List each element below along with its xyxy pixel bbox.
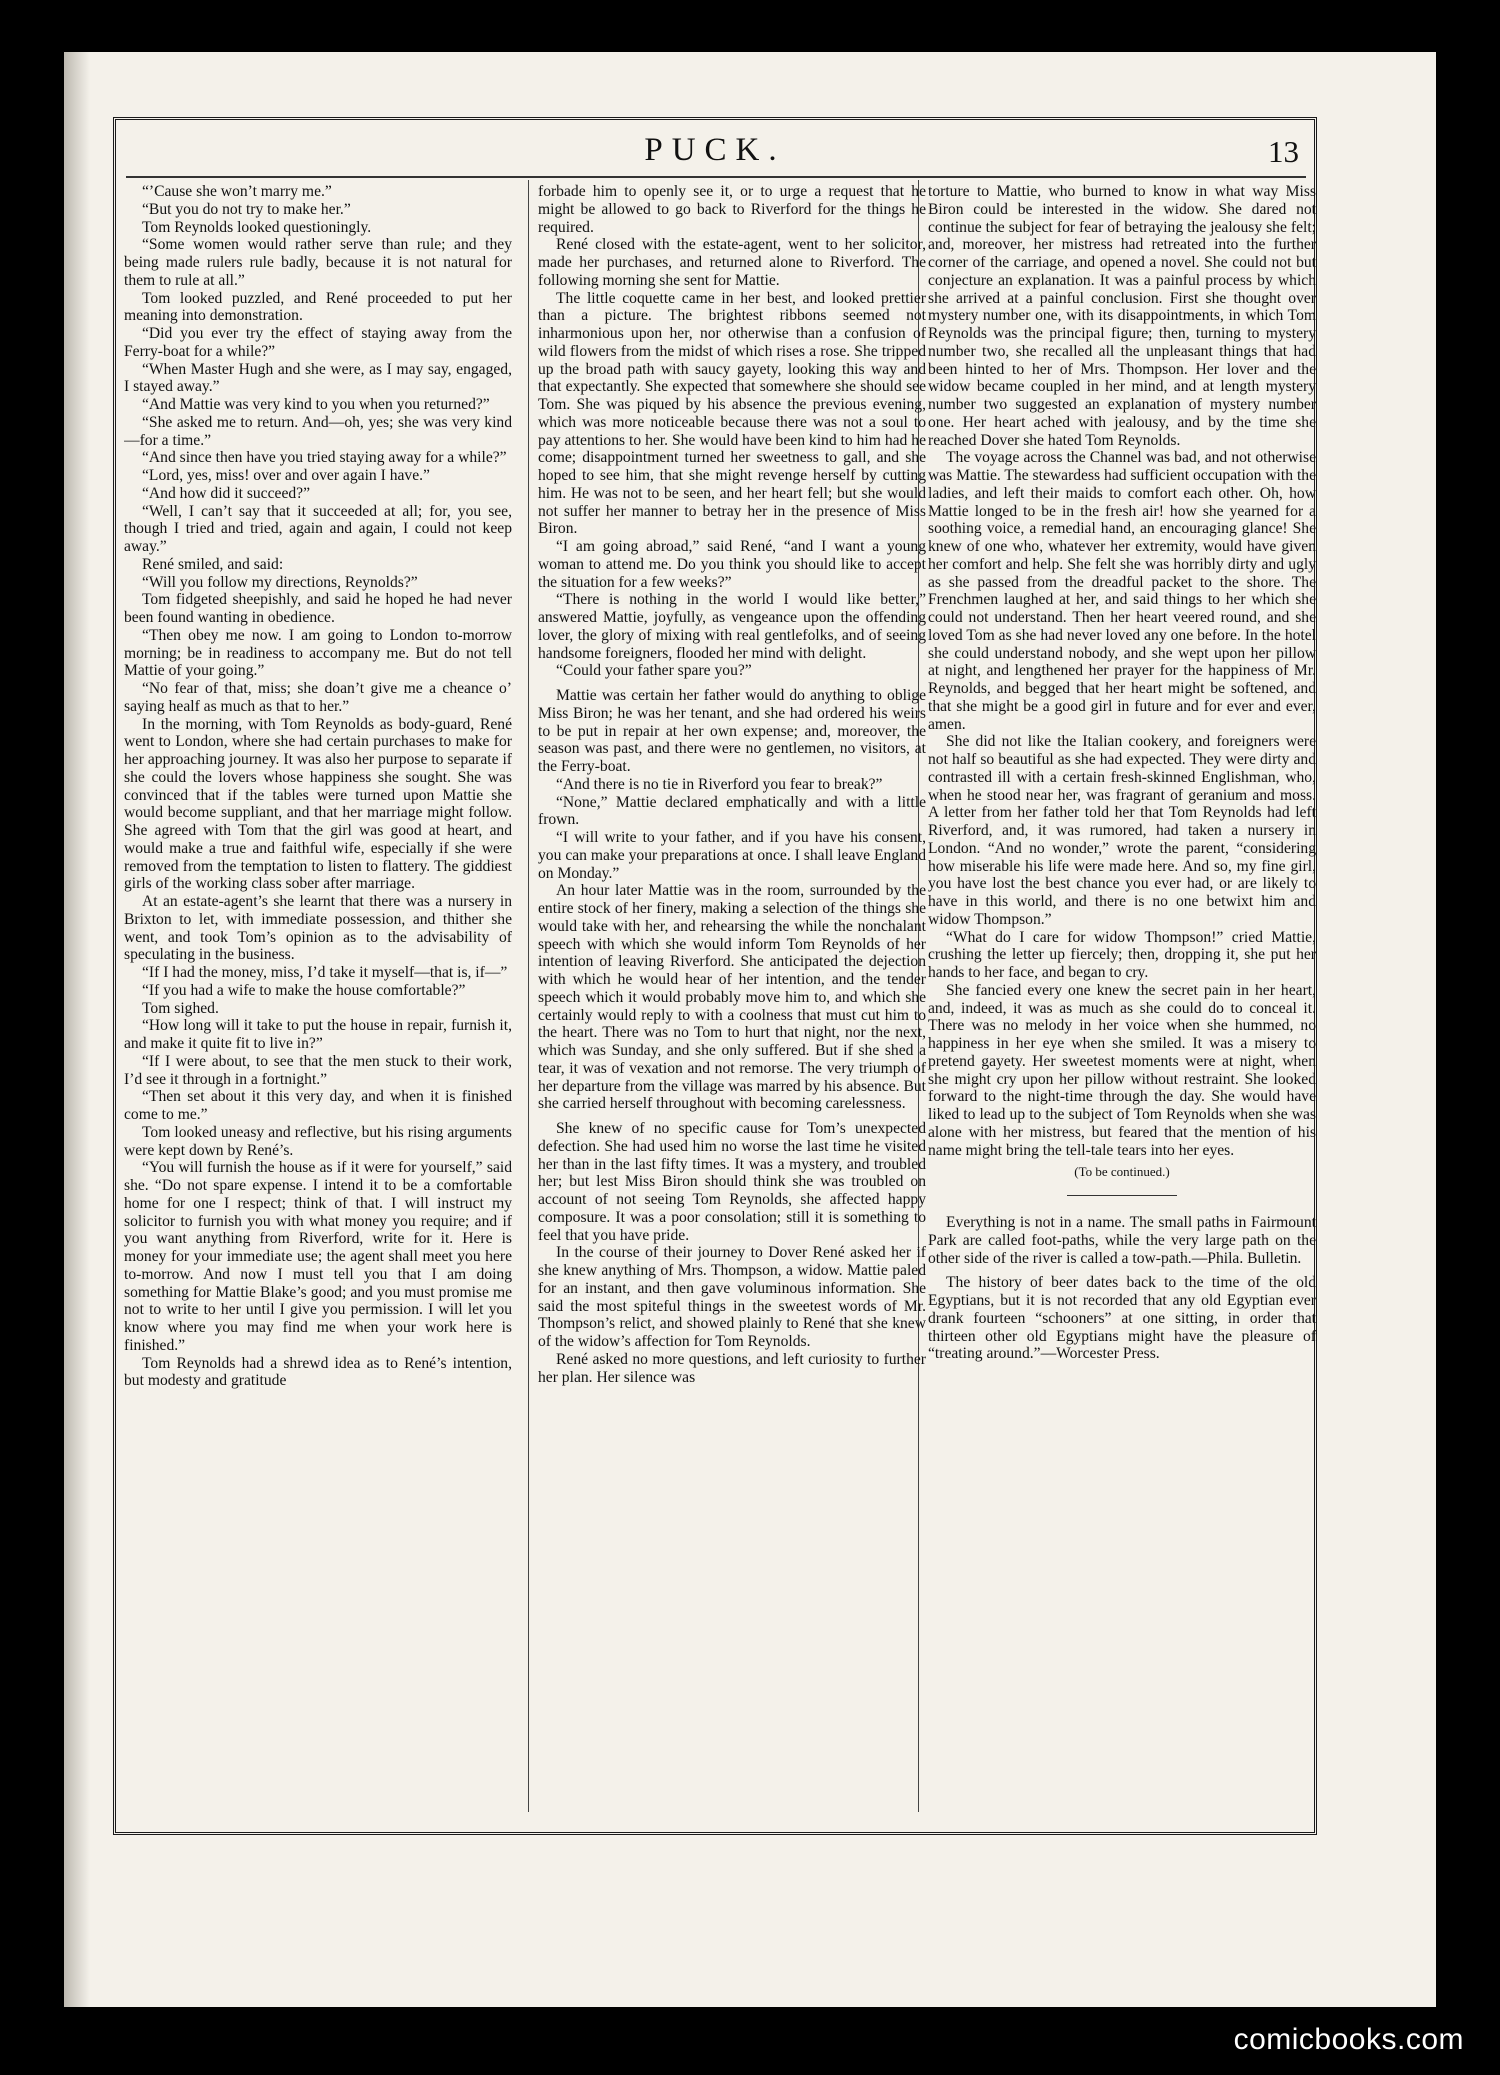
watermark-text: comicbooks.com: [1233, 2023, 1464, 2056]
paragraph: “And there is no tie in Riverford you fear to break?”: [556, 775, 883, 793]
paragraph: “She asked me to return. And—oh, yes; she was very kind—for a time.”: [124, 413, 512, 449]
paragraph: At an estate-agent’s she learnt that there was a nursery in Brixton to let, with immediate possession, and thither she went, and took Tom’s opinion as to the advisability of speculating in the business.: [124, 893, 512, 964]
paragraph: “And Mattie was very kind to you when you returned?”: [142, 396, 490, 413]
paragraph: Tom looked puzzled, and René proceeded to put her meaning into demonstration.: [124, 289, 512, 325]
paragraph: “You will furnish the house as if it were for yourself,” said she. “Do not spare expense. I intend it to be a comfortable home for one I respect; think of that. I will instruct my solicitor to furnish you with what money you require; and if you want anything from Riverford, write for it. Here is money for your immediate use; the agent shall meet you here to-morrow. And now I must tell you that I am doing something for Mattie Blake’s good; and you must promise me not to write to her until I give you permission. I will let you know where you may find me when your work here is finished.”: [124, 1159, 512, 1354]
paragraph: She did not like the Italian cookery, and foreigners were not half so beautiful as she had expected. They were dirty and contrasted ill with a certain fresh-skinned Englishman, who, when he stood near her, was fragrant of geranium and moss. A letter from her father told her that Tom Reynolds had left Riverford, and, it was rumored, had taken a nursery in London. “And no wonder,” wrote the parent, “considering how miserable his life were made here. And so, my fine girl, you have lost the best chance you ever had, or are likely to have in this world, and there is no one betwixt him and widow Thompson.”: [928, 733, 1316, 928]
paragraph: “Then obey me now. I am going to London to-morrow morning; be in readiness to accompany me. But do not tell Mattie of your going.”: [124, 626, 512, 680]
paragraph: “Lord, yes, miss! over and over again I have.”: [142, 467, 430, 484]
column-divider: [528, 180, 529, 1812]
paragraph: Mattie was certain her father would do anything to oblige Miss Biron; he was her tenant, and she had ordered his weirs to be put in repair at her own expense; and, moreover, the season was past, and there were no gentlemen, no visitors, at the Ferry-boat.: [538, 687, 926, 775]
paragraph: Tom Reynolds looked questioningly.: [142, 218, 372, 236]
paragraph: forbade him to openly see it, or to urge a request that he might be allowed to go back to Riverford for the things he required.: [538, 183, 926, 236]
paragraph: “There is nothing in the world I would like better,” answered Mattie, joyfully, as vengeance upon the offending lover, the glory of mixing with real gentlefolks, and of seeing handsome foreigners, flooded her mind with delight.: [538, 591, 926, 662]
text-column-2: [538, 183, 926, 1811]
paragraph: “I am going abroad,” said René, “and I want a young woman to attend me. Do you think you should like to accept the situation for a few weeks?”: [538, 538, 926, 591]
paragraph: “Then set about it this very day, and when it is finished come to me.”: [124, 1088, 512, 1123]
header-rule: [126, 176, 1306, 178]
page-number: 13: [1268, 134, 1299, 169]
filler-paragraph: The history of beer dates back to the time of the old Egyptians, but it is not recorded that any old Egyptian ever drank fourteen “schooners” at one sitting, in order that thirteen other old Egyptians might have the pleasure of “treating around.”—Worcester Press.: [928, 1274, 1316, 1363]
section-divider: [1067, 1195, 1177, 1196]
to-be-continued: (To be continued.): [1074, 1164, 1170, 1180]
masthead-title: PUCK.: [644, 132, 786, 168]
paragraph: “What do I care for widow Thompson!” cried Mattie, crushing the letter up fiercely; then, dropping it, she put her hands to her face, and began to cry.: [928, 928, 1316, 981]
paragraph: torture to Mattie, who burned to know in what way Miss Biron could be interested in the widow. She dared not continue the subject for fear of betraying the jealousy she felt; and, moreover, her mistress had retreated into the further corner of the carriage, and opened a novel. She could not but conjecture an explanation. It was a painful process by which she arrived at a painful conclusion. First she thought over mystery number one, with its disappointments, in which Tom Reynolds was the principal figure; then, turning to mystery number two, she recalled all the unpleasant things that had been hinted to her of Mrs. Thompson. Her lover and the widow became coupled in her mind, and at length mystery number two suggested an explanation of mystery number one. Her heart ached with jealousy, and by the time she reached Dover she hated Tom Reynolds.: [928, 183, 1316, 449]
page-fold-shadow: [64, 52, 90, 2007]
paragraph: “Will you follow my directions, Reynolds?”: [142, 573, 418, 591]
paragraph: Tom Reynolds had a shrewd idea as to René’s intention, but modesty and gratitude: [124, 1354, 512, 1390]
paragraph: “Some women would rather serve than rule; and they being made rulers rule badly, because it is not natural for them to rule at all.”: [124, 236, 512, 289]
paragraph: The voyage across the Channel was bad, and not otherwise was Mattie. The stewardess had sufficient occupation with the ladies, and left their maids to comfort each other. Oh, how Mattie longed to be in the fresh air! how she yearned for a soothing voice, a remedial hand, an encouraging glance! She knew of one who, whatever her extremity, would have given her comfort and help. She felt she was horribly dirty and ugly as she passed from the dreadful packet to the shore. The Frenchmen laughed at her, and said things to her which she could not understand. Then her heart veered round, and she loved Tom as she had never loved any one before. In the hotel she could understand nobody, and she wept upon her pillow at night, and lengthened her prayer for the happiness of Mr. Reynolds, and begged that her heart might be softened, and that she might be a good girl in future and for ever and ever, amen.: [928, 449, 1316, 733]
text-column-1: [124, 183, 512, 1811]
paragraph: “’Cause she won’t marry me.”: [142, 183, 332, 200]
paragraph: She knew of no specific cause for Tom’s unexpected defection. She had used him no worse the last time he visited her than in the last fifty times. It was a mystery, and troubled her; but lest Miss Biron should think she was troubled on account of not seeing Tom Reynolds, she affected happy composure. It was a poor consolation; still it is something to feel that you have pride.: [538, 1120, 926, 1244]
paragraph: In the morning, with Tom Reynolds as body-guard, René went to London, where she had certain purchases to make for her approaching journey. It was also her purpose to separate if she could the lovers whose happiness she sought. She was convinced that if the tables were turned upon Mattie she would become suppliant, and that her marriage might follow. She agreed with Tom that the girl was good at heart, and would make a true and faithful wife, especially if she were removed from the temptation to listen to flattery. The giddiest girls of the working class sober after marriage.: [124, 715, 512, 893]
paragraph: “No fear of that, miss; she doan’t give me a cheance o’ saying healf as much as that to her.”: [124, 680, 512, 715]
paragraph: “Could your father spare you?”: [556, 662, 752, 680]
paragraph: René asked no more questions, and left curiosity to further her plan. Her silence was: [538, 1350, 926, 1386]
paragraph: An hour later Mattie was in the room, surrounded by the entire stock of her finery, making a selection of the things she would take with her, and rehearsing the while the nonchalant speech with which she would inform Tom Reynolds of her intention of leaving Riverford. She anticipated the dejection with which he would hear of her intention, and the tender speech which it would probably move him to, and which she certainly would reply to with a coolness that must cut him to the heart. There was no Tom to hurt that night, nor the next, which was Sunday, and she only suffered. But if she shed a tear, it was of vexation and not remorse. The very triumph of her departure from the village was marred by his absence. But she carried herself throughout with becoming carelessness.: [538, 882, 926, 1113]
paragraph: “Did you ever try the effect of staying away from the Ferry-boat for a while?”: [124, 325, 512, 360]
paragraph: Tom looked uneasy and reflective, but his rising arguments were kept down by René’s.: [124, 1123, 512, 1159]
paragraph: “When Master Hugh and she were, as I may say, engaged, I stayed away.”: [124, 360, 512, 396]
paragraph: “None,” Mattie declared emphatically and with a little frown.: [538, 793, 926, 829]
paragraph: “If I had the money, miss, I’d take it myself—that is, if—”: [142, 964, 508, 981]
paragraph: “I will write to your father, and if you have his consent, you can make your preparations at once. I shall leave England on Monday.”: [538, 829, 926, 882]
paragraph: René smiled, and said:: [142, 555, 284, 573]
paragraph: “How long will it take to put the house in repair, furnish it, and make it quite fit to live in?”: [124, 1017, 512, 1052]
paragraph: Tom sighed.: [142, 999, 219, 1017]
paragraph: In the course of their journey to Dover René asked her if she knew anything of Mrs. Thompson, a widow. Mattie paled for an instant, and then gave voluminous information. She said the most spiteful things in the sweetest words of Mr. Thompson’s relict, and showed plainly to René that she knew of the widow’s affection for Tom Reynolds.: [538, 1244, 926, 1350]
paragraph: Tom fidgeted sheepishly, and said he hoped he had never been found wanting in obedience.: [124, 591, 512, 626]
paragraph: The little coquette came in her best, and looked prettier than a picture. The brightest ribbons seemed not inharmonious upon her, nor otherwise than a confusion of wild flowers from the midst of which rises a rose. She tripped up the broad path with saucy gayety, looking this way and that expectantly. She expected that somewhere she should see Tom. She was piqued by his absence the previous evening, which was more noticeable because there was not a soul to pay attentions to her. She would have been kind to him had he come; disappointment turned her sweetness to gall, and she hoped to see him, that she might revenge herself by cutting him. He was not to be seen, and her heart fell; but she would not suffer her manner to betray her in the presence of Miss Biron.: [538, 289, 926, 538]
page-header: [113, 128, 1317, 176]
paragraph: “If I were about, to see that the men stuck to their work, I’d see it through in a fortnight.”: [124, 1052, 512, 1088]
paragraph: “Well, I can’t say that it succeeded at all; for, you see, though I tried and tried, again and again, I could not keep away.”: [124, 502, 512, 555]
paragraph: “And since then have you tried staying away for a while?”: [142, 449, 507, 467]
paragraph: René closed with the estate-agent, went to her solicitor, made her purchases, and returned alone to Riverford. The following morning she sent for Mattie.: [538, 236, 926, 289]
paragraph: “If you had a wife to make the house comfortable?”: [142, 981, 466, 999]
paragraph: “And how did it succeed?”: [142, 484, 311, 502]
paragraph: “But you do not try to make her.”: [142, 200, 351, 218]
filler-paragraph: Everything is not in a name. The small paths in Fairmount Park are called foot-paths, while the very large path on the other side of the river is called a tow-path.—Phila. Bulletin.: [928, 1214, 1316, 1267]
paragraph: She fancied every one knew the secret pain in her heart, and, indeed, it was as much as she could do to conceal it. There was no melody in her voice when she hummed, no happiness in her eye when she smiled. It was a misery to pretend gayety. Her sweetest moments were at night, when she might cry upon her pillow without restraint. She looked forward to the night-time through the day. She would have liked to lead up to the subject of Tom Reynolds when she was alone with her mistress, but feared that the mention of his name might bring the tell-tale tears into her eyes.: [928, 981, 1316, 1159]
text-column-3: [928, 183, 1316, 1811]
